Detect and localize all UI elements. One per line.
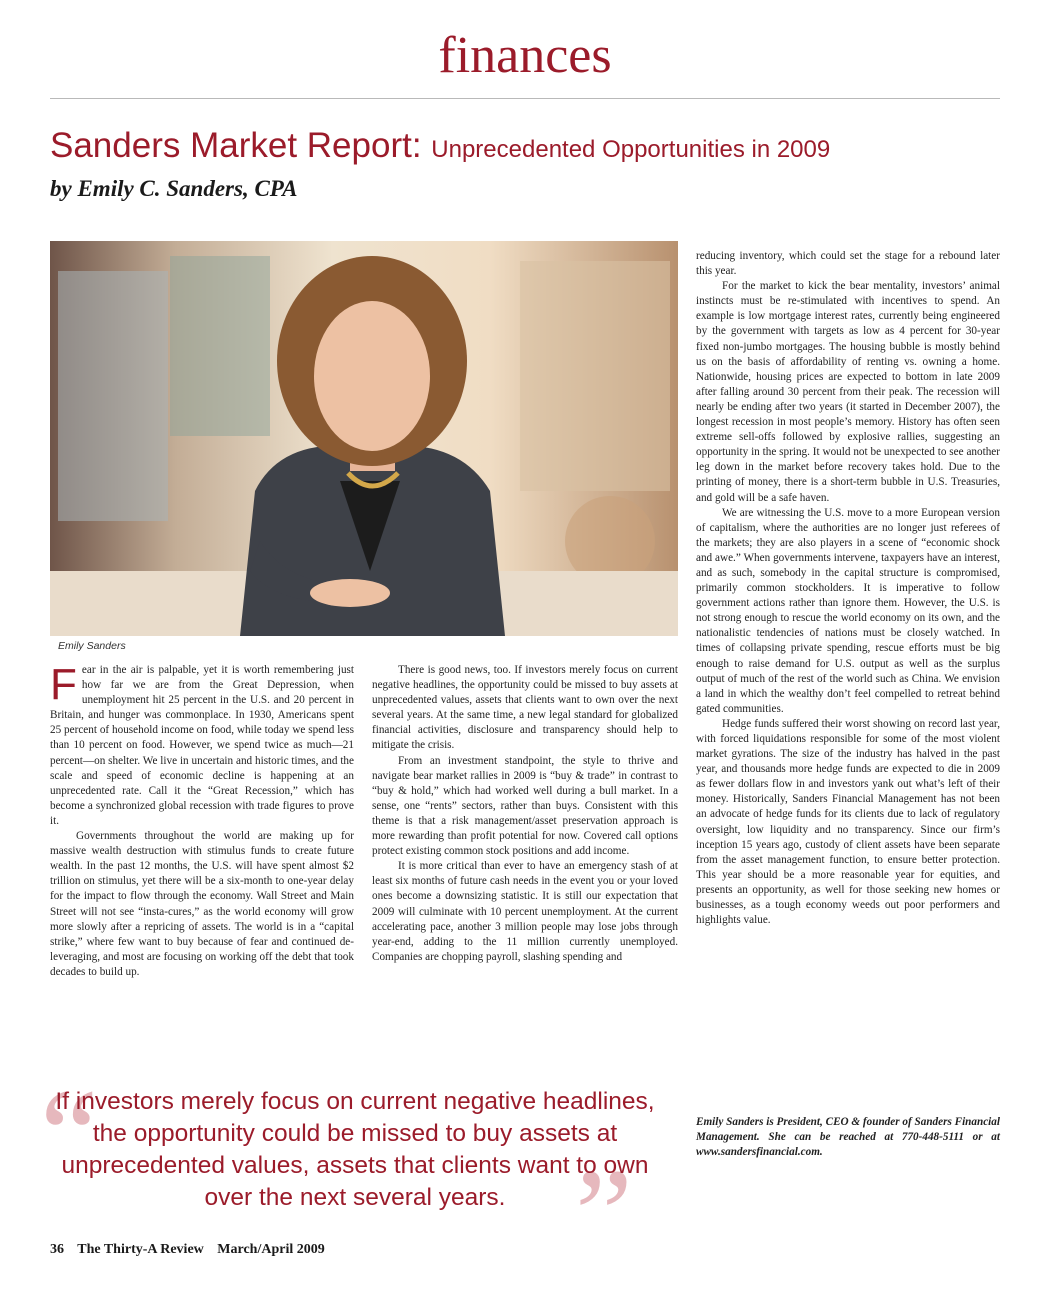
portrait-illustration (50, 241, 678, 636)
section-title: finances (438, 27, 612, 84)
paragraph: From an investment standpoint, the style to thrive and navigate bear market rallies in 2009 is “buy & trade” in contrast to “buy & hold,” which had worked well during a bull market. In a sense, one “rents” sectors, rather than buys. Consistent with this theme is that a risk management/asset preservation approach is more rewarding than profit potential for now. Covered call options protect existing common stock positions and add income. (372, 754, 678, 858)
column-2 (372, 663, 678, 965)
column-1 (50, 660, 354, 980)
paragraph: Governments throughout the world are making up for massive wealth destruction with stimulus funds to create future wealth. In the past 12 months, the U.S. will have spent almost $2 trillion on stimulus, yet there will be a six-month to one-year delay for the impact to flow through the economy. Wall Street and Main Street will not see “insta-cures,” as the world economy will grow more slowly after a repricing of assets. The world is in a “capital strike,” where few want to buy because of fear and continued de-leveraging, and most are focusing on working off the debt that took decades to build up. (50, 830, 354, 978)
author-bio: Emily Sanders is President, CEO & founder of Sanders Financial Management. She can be reached at 770-448-5111 or at www.sandersfinancial.com. (696, 1116, 1000, 1158)
pull-quote: If investors merely focus on current negative headlines, the opportunity could be missed to buy assets at unprecedented values, assets that clients want to own over the next several years. (55, 1088, 655, 1211)
publication-name: The Thirty-A Review (77, 1242, 204, 1257)
close-quote-mark: ” (575, 1143, 633, 1287)
byline: by Emily C. Sanders, CPA (50, 176, 298, 201)
paragraph-text: ear in the air is palpable, yet it is worth remembering just how far we are from the Great Depression, when unemployment hit 25 percent in the U.S. and 20 percent in Britain, and hunger was commonplace. In 1930, Americans spent 25 percent of household income on food, while today we spend less than 10 percent on food. However, we spend twice as much—21 percent—on shelter. We live in uncertain and historic times, and the scale and speed of economic decline is happening at an unprecedented rate. Call it the “Great Recession,” which has become a synchronized global recession with trade figures to prove it. (50, 664, 354, 827)
open-quote-mark: “ (40, 1063, 98, 1207)
paragraph: We are witnessing the U.S. move to a more European version of capitalism, where the authorities are no longer just referees of the markets; they are also players in a scene of “economic shock and awe.” When governments intervene, taxpayers have an interest, and as such, somebody in the capital structure is compromised, primarily common stockholders. It is imperative to follow government actions rather than ignore them. However, the U.S. is not strong enough to rescue the world economy on its own, and the nationalistic tendencies of nations must be closely watched. In times of collapsing private spending, rescue efforts must be big enough to raise demand for U.S. output as well as the surplus output of much of the rest of the world such as China. We envision a land in which the wealthy don’t feel compelled to retreat behind gated communities. (696, 506, 1000, 715)
page-number: 36 (50, 1242, 64, 1257)
column-3 (696, 249, 1000, 928)
headline-subtitle: Unprecedented Opportunities in 2009 (431, 136, 831, 163)
drop-cap: F (50, 660, 77, 709)
author-photo (50, 241, 678, 636)
headline-main: Sanders Market Report: (50, 126, 432, 165)
paragraph: For the market to kick the bear mentality, investors’ animal instincts must be re-stimulated with incentives to spend. An example is low mortgage interest rates, currently being engineered by the government with targets as low as 4 percent for 30-year fixed non-jumbo mortgages. The housing bubble is mostly behind us on the basis of affordability of renting vs. owning a home. Nationwide, housing prices are expected to bottom in late 2009 after falling around 30 percent from their peak. The recession will nearly be ending after two years (it started in December 2007), the longest recession in most people’s memory. History has often seen extreme sell-offs followed by explosive rallies, suggesting an opportunity in the spring. It would not be unexpected to see another leg down in the market before recovery takes hold. Due to the printing of money, there is a short-term bubble in U.S. Treasuries, and gold will be a safe haven. (696, 280, 1000, 504)
header-divider (50, 98, 1000, 99)
paragraph: reducing inventory, which could set the stage for a rebound later this year. (696, 250, 1000, 278)
article-headline (50, 128, 830, 163)
paragraph: It is more critical than ever to have an emergency stash of at least six months of future cash needs in the event you or your loved ones become a downsizing statistic. It is still our expectation that 2009 will culminate with 10 percent unemployment. At the current accelerating pace, another 3 million people may lose jobs through year-end, adding to the 11 million currently unemployed. Companies are chopping payroll, slashing spending and (372, 860, 678, 963)
page-footer (50, 1242, 335, 1258)
paragraph (50, 660, 354, 829)
paragraph: Hedge funds suffered their worst showing on record last year, with forced liquidations responsible for some of the most violent market gyrations. The size of the industry has halved in the past year, and thousands more hedge funds are expected to die in 2009 as fewer dollars flow in and investors yank out what’s left of their money. Historically, Sanders Financial Management has not been an advocate of hedge funds for its clients due to lack of regulatory oversight, low liquidity and no transparency. Since our firm’s inception 15 years ago, custody of client assets have been separate from the asset management function, to ensure better protection. This year should be a more reasonable year for equities, and presents an opportunity, as well for those seeking new homes or businesses, as a tough economy weeds out poor performers and highlights value. (696, 717, 1000, 927)
issue-date: March/April 2009 (217, 1242, 325, 1257)
paragraph: There is good news, too. If investors merely focus on current negative headlines, the opportunity could be missed to buy assets at unprecedented values, assets that clients want to own over the next several years. At the same time, a new legal standard for globalized financial activities, disclosure and transparency should help to mitigate the crisis. (372, 664, 678, 752)
photo-caption: Emily Sanders (58, 640, 126, 652)
